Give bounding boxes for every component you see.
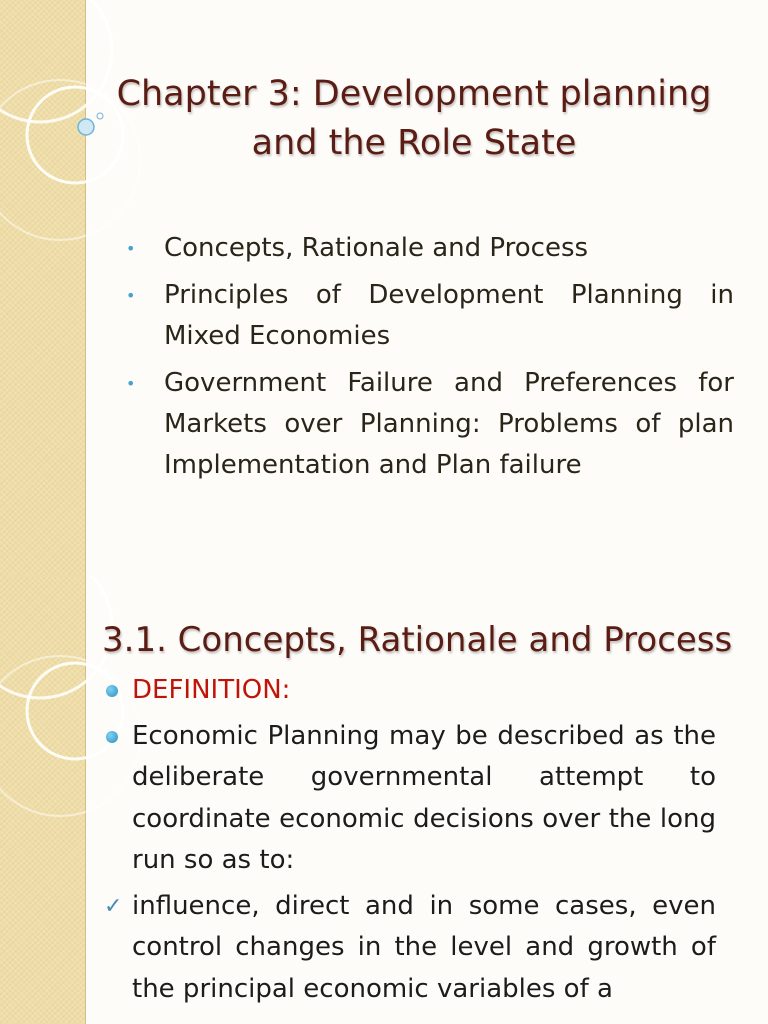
topic-list xyxy=(126,228,734,492)
bullet-icon: • xyxy=(126,286,136,305)
bullet-icon: • xyxy=(126,239,136,258)
definition-heading: DEFINITION: xyxy=(104,670,716,712)
bullet-icon xyxy=(106,685,118,697)
bullet-icon xyxy=(106,731,118,743)
slide-title: Chapter 3: Development planning and the Role State xyxy=(116,74,712,163)
bullet-icon: • xyxy=(126,374,136,393)
checkmark-icon: ✓ xyxy=(104,893,123,919)
definition-text: Economic Planning may be described as the deliberate governmental attempt to coordinate economic decisions over the long run so as to: xyxy=(104,716,716,882)
list-item: • Concepts, Rationale and Process xyxy=(126,228,734,269)
slide-2 xyxy=(0,576,768,1024)
check-item: ✓ influence, direct and in some cases, even control changes in the level and growth of the principal economic variables of a xyxy=(104,886,716,1011)
content-list xyxy=(104,670,716,1010)
slide-title: 3.1. Concepts, Rationale and Process xyxy=(102,620,733,660)
list-item: • Government Failure and Preferences for Markets over Planning: Problems of plan Implementation and Plan failure xyxy=(126,363,734,486)
list-item: • Principles of Development Planning in Mixed Economies xyxy=(126,275,734,357)
